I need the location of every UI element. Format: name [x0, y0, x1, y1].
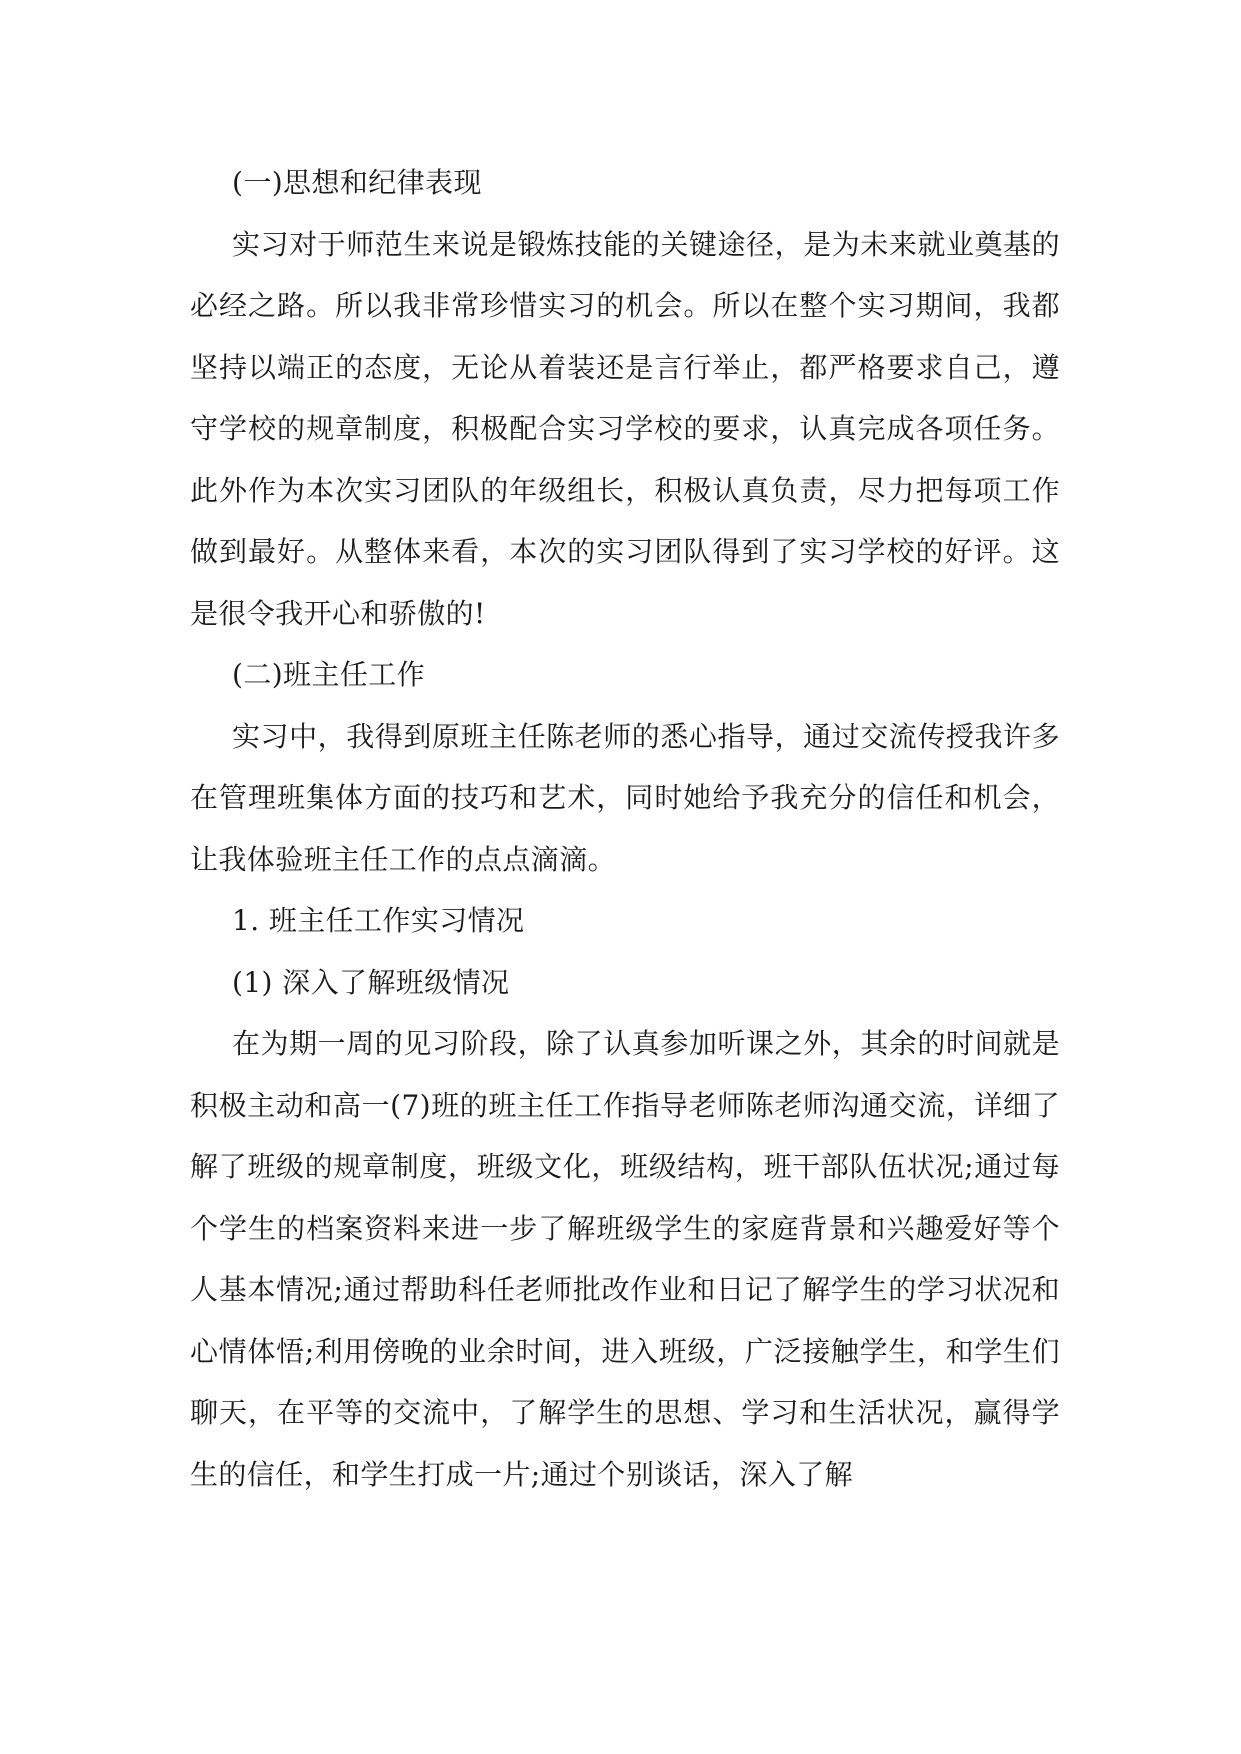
- section-heading-discipline: (一)思想和纪律表现: [232, 166, 482, 199]
- section-heading-head-teacher: (二)班主任工作: [232, 658, 426, 691]
- paragraph-understand-class: 在为期一周的见习阶段，除了认真参加听课之外，其余的时间就是积极主动和高一(7)班的班主任工作指导老师陈老师沟通交流，详细了解了班级的规章制度，班级文化，班级结构，班干部队伍状况;通过每个学生的档案资料来进一步了解班级学生的家庭背景和兴趣爱好等个人基本情况;通过帮助科任老师批改作业和日记了解学生的学习状况和心情体悟;利用傍晚的业余时间，进入班级，广泛接触学生，和学生们聊天，在平等的交流中，了解学生的思想、学习和生活状况，赢得学生的信任，和学生打成一片;通过个别谈话，深入了解: [190, 1027, 1060, 1491]
- subsection-heading-internship: 1. 班主任工作实习情况: [232, 904, 525, 937]
- document-body: [190, 152, 1060, 1505]
- paragraph-discipline: 实习对于师范生来说是锻炼技能的关键途径，是为未来就业奠基的必经之路。所以我非常珍惜实习的机会。所以在整个实习期间，我都坚持以端正的态度，无论从着装还是言行举止，都严格要求自己，遵守学校的规章制度，积极配合实习学校的要求，认真完成各项任务。此外作为本次实习团队的年级组长，积极认真负责，尽力把每项工作做到最好。从整体来看，本次的实习团队得到了实习学校的好评。这是很令我开心和骄傲的!: [190, 227, 1060, 630]
- paragraph-head-teacher: 实习中，我得到原班主任陈老师的悉心指导，通过交流传授我许多在管理班集体方面的技巧和艺术，同时她给予我充分的信任和机会，让我体验班主任工作的点点滴滴。: [190, 719, 1060, 876]
- subsection-heading-understand-class: (1) 深入了解班级情况: [232, 965, 510, 999]
